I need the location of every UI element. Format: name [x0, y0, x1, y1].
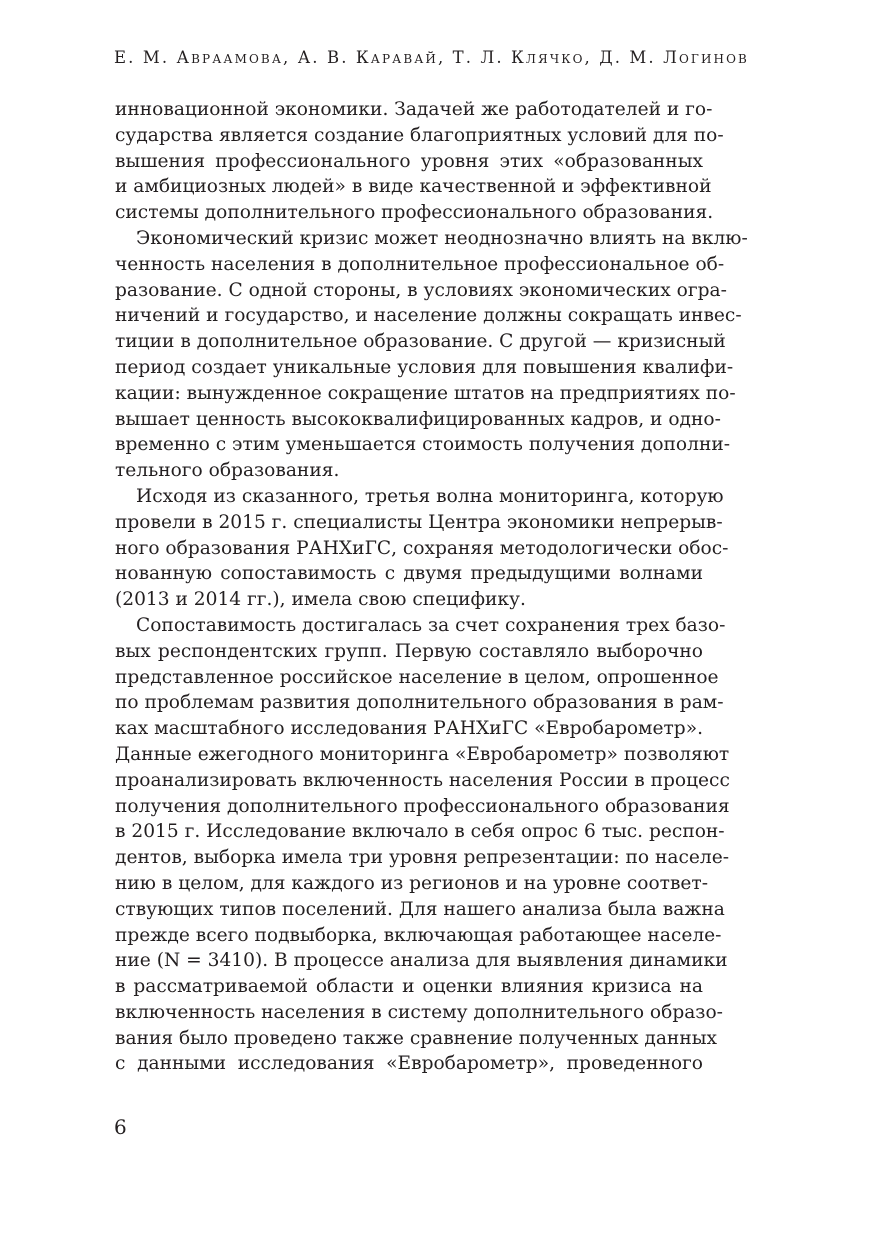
text-line: ние (N = 3410). В процессе анализа для выявления динамики [115, 950, 728, 972]
paragraph [115, 484, 729, 613]
text-line: тиции в дополнительное образование. С другой — кризисный [115, 331, 726, 353]
text-line: по проблемам развития дополнительного образования в рам- [115, 692, 724, 714]
text-line: Исходя из сказанного, третья волна мониторинга, которую [136, 485, 724, 507]
text-line: (2013 и 2014 гг.), имела свою специфику. [115, 589, 526, 611]
text-line: Экономический кризис может неоднозначно влиять на вклю- [136, 227, 748, 249]
paragraph [115, 613, 730, 1077]
text-line: включенность населения в систему дополнительного образо- [115, 1001, 723, 1023]
text-line: вышает ценность высококвалифицированных кадров, и одно- [115, 408, 721, 430]
body-text [115, 97, 748, 1077]
text-line: ного образования РАНХиГС, сохраняя методологически обос- [115, 537, 729, 559]
text-line: кации: вынужденное сокращение штатов на предприятиях по- [115, 382, 736, 404]
running-head: Е. М. Авраамова, А. В. Каравай, Т. Л. Клячко, Д. М. Логинов [114, 48, 749, 67]
text-line: в рассматриваемой области и оценки влияния кризиса на [115, 976, 703, 998]
text-line: вышения профессионального уровня этих «образованных [115, 150, 703, 172]
text-line: вых респондентских групп. Первую составляло выборочно [115, 640, 703, 662]
text-line: ничений и государство, и население должны сокращать инвес- [115, 305, 742, 327]
text-line: с данными исследования «Евробарометр», проведенного [115, 1053, 703, 1075]
text-line: и амбициозных людей» в виде качественной и эффективной [115, 176, 712, 198]
text-line: Сопоставимость достигалась за счет сохранения трех базо- [136, 614, 726, 636]
text-line: период создает уникальные условия для повышения квалифи- [115, 356, 734, 378]
text-line: прежде всего подвыборка, включающая работающее населе- [115, 924, 722, 946]
text-line: дентов, выборка имела три уровня репрезентации: по населе- [115, 847, 730, 869]
text-line: временно с этим уменьшается стоимость получения дополни- [115, 434, 731, 456]
text-line: ченность населения в дополнительное профессиональное об- [115, 253, 725, 275]
page-number: 6 [114, 1115, 127, 1139]
text-line: инновационной экономики. Задачей же работодателей и го- [115, 99, 713, 120]
text-line: представленное российское население в целом, опрошенное [115, 666, 719, 688]
text-line: системы дополнительного профессионального образования. [115, 202, 714, 224]
text-line: получения дополнительного профессионального образования [115, 795, 730, 817]
text-line: ках масштабного исследования РАНХиГС «Евробарометр». [115, 718, 703, 740]
text-line: нию в целом, для каждого из регионов и на уровне соответ- [115, 872, 708, 894]
text-line: провели в 2015 г. специалисты Центра экономики непрерыв- [115, 511, 723, 533]
text-line: в 2015 г. Исследование включало в себя опрос 6 тыс. респон- [115, 821, 725, 843]
text-line: разование. С одной стороны, в условиях экономических огра- [115, 279, 727, 301]
text-line: тельного образования. [115, 460, 340, 482]
text-line: нованную сопоставимость с двумя предыдущими волнами [115, 563, 703, 585]
text-line: Данные ежегодного мониторинга «Евробарометр» позволяют [115, 743, 730, 765]
text-line: вания было проведено также сравнение полученных данных [115, 1027, 717, 1049]
text-line: проанализировать включенность населения России в процесс [115, 769, 730, 791]
text-line: ствующих типов поселений. Для нашего анализа была важна [115, 898, 725, 920]
text-line: сударства является создание благоприятных условий для по- [115, 124, 724, 146]
paragraph [115, 226, 748, 484]
paragraph [115, 97, 724, 226]
